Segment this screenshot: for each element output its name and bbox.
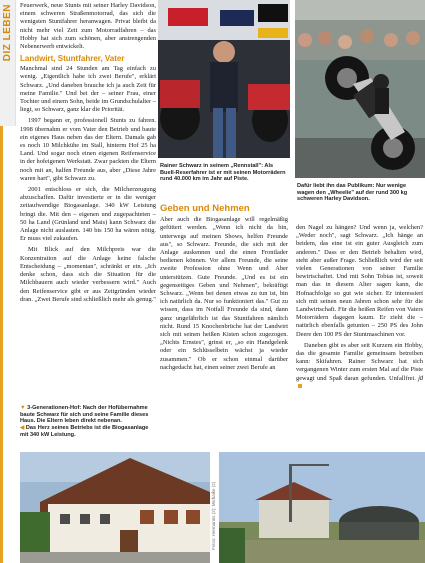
caption-top-right: Dafür liebt ihn das Publikum: Nur wenige wagen den „Wheelie" auf der rund 300 kg schweren Harley Davidson. bbox=[297, 183, 408, 203]
arrow-marker-icon: ▼ bbox=[20, 405, 26, 411]
photo-rider-garage bbox=[158, 0, 290, 158]
right-paragraph-2 bbox=[296, 342, 423, 391]
section1-heading: Landwirt, Stuntfahrer, Vater bbox=[20, 54, 125, 64]
middle-column bbox=[160, 205, 288, 375]
arrow-marker-icon: ◀ bbox=[20, 425, 25, 432]
caption-left bbox=[20, 405, 156, 439]
section2-heading: Geben und Nehmen bbox=[160, 203, 250, 214]
right-paragraph-1: den Nagel zu hängen? Und wenn ja, welchen? „Weder noch", sagt Schwarz. „Ich hänge an beidem, das eine ist ein guter Ausgleich zum anderen." Dass er den Betrieb behalten wird, steht aber außer Frage. Schließlich wird der seit vielen Generationen von seiner Familie bewirtschaftet. Und mit Sohn Tobias ist, soweit man das in diesem Alter sagen kann, die Hofnachfolge so gut wie sicher. Er interessiert sich mit seinen neun Jahren schon sehr für die Landwirtschaft. Für die heißen Reifen von Vaters Motorrädern dagegen kaum. Er zieht die – natürlich ebenfalls getunten – 250 PS des John Deere den 100 PS der Stuntmaschinen vor. bbox=[296, 224, 423, 338]
photo-rider-garage-image bbox=[158, 0, 290, 158]
photo-wheelie-image bbox=[295, 0, 425, 178]
photo-wheelie bbox=[295, 0, 425, 178]
photo-farmhouse bbox=[20, 452, 210, 563]
right-paragraph-2-text: Daneben gibt es aber seit Kurzem ein Hobby, das die gesamte Familie gemeinsam betreiben kann: Skifahren. Rainer Schwarz hat sich vergangenen Winter zum ersten Mal auf die Piste gewagt und Spaß daran gefunden. Unfallfrei. bbox=[296, 341, 423, 382]
photo-credit: Fotos: Hermanns (2); Michalke (2) bbox=[211, 481, 216, 550]
section2-paragraph-1: Aber auch die Biogasanlage will regelmäßig gefüttert werden. „Wenn ich nicht da bin, unterwegs auf meinen Shows, helfen Freunde aus", so Schwarz. Freunde, die sich mit der Anlage auskennen und die einen Frontlader bedienen können. Vor allem Freunde, die seine zweite Profession ohne Wenn und Aber unterstützen. Gute Freunde. „Und es ist ein gegenseitiges Geben und Nehmen", bekräftigt Schwarz. „Wenn bei denen etwas zu tun ist, bin ich natürlich da. Nur so funktioniert das." Gut zu wissen, dass im Notfall Freunde da sind, dann ganz ungefährlich ist das Stuntfahren nämlich nicht. Rund 15 Knochenbrüche hat der Landwirt sich mit seinen heißen Kisten schon zugezogen. „Nichts Ernstes", grinst er, „so ein Handgelenk oder ein Schlüsselbein wächst ja wieder zusammen." Ob er schon einmal darüber nachgedacht hat, einen seiner zwei Berufe an bbox=[160, 216, 288, 371]
caption-left-line-2: Das Herz seines Betriebs ist die Biogasanlage mit 340 kW Leistung. bbox=[20, 425, 149, 438]
right-column bbox=[296, 224, 423, 394]
caption-left-line-1: 3-Generationen-Hof: Nach der Hofübernahme baute Schwarz für sich und seine Familie dieses Haus. Die Eltern leben direkt nebenan. bbox=[20, 405, 149, 425]
photo-farmhouse-image bbox=[20, 452, 210, 563]
section1-paragraph-1: Manchmal sind 24 Stunden am Tag einfach zu wenig. „Eigentlich habe ich zwei Berufe", erklärt Schwarz. „Und daneben brauche ich ja auch Zeit für meine Familie." Und bei der – seiner Frau, einer Tochter und einem Sohn, beide im Grundschulalter – liegt, so Schwarz, ganz klar die Priorität. bbox=[20, 65, 156, 114]
caption-top-middle: Rainer Schwarz in seinem „Rennstall": Als Buell-Reserfahrer ist er mit seinen Motorrädern rund 40.000 km im Jahr auf Piste. bbox=[160, 163, 286, 183]
section-tab-label: DIZ LEBEN bbox=[2, 4, 13, 62]
left-column bbox=[20, 2, 156, 307]
section1-paragraph-2: 1997 begann er, professionell Stunts zu fahren. 1998 übernahm er vom Vater den Betrieb und baute ein eigenes Haus neben das der Eltern. Damals gab es noch 10 Milchkühe im Stall, hinterm Hof 25 ha Land. Und sogar noch einen eigenen Reifenservice in der hofeigenen Werkstatt. Zwar packten die Eltern noch mit an, halfen Freunde aus, aber „Diese Jahre waren hart", gibt Schwarz zu. bbox=[20, 117, 156, 182]
section1-paragraph-3: 2001 entschloss er sich, die Milcherzeugung abzuschaffen. Dafür investierte er in die weniger zeitaufwendige Biogasanlage. 340 kW Leistung bringt die. Mit den – eigenen und zugepachteten – 50 ha Land (Grünland und Mais) kann Schwarz die Anlage nicht auslasten. 140 bis 150 ha wären nötig. Er muss viel zukaufen. bbox=[20, 186, 156, 243]
author-mark: jd bbox=[418, 375, 423, 382]
intro-paragraph: Feuerwerk, neue Stunts mit seiner Harley Davidson, einem schweren Straßenmotorrad, das sich die wenigsten Stuntfahrer heranwagen. Privat bleibt da nicht mehr viel Zeit zum Motorradfahren – das Hobby hat sich zum schönen, aber anstrengenden Nebenerwerb entwickelt. bbox=[20, 2, 156, 51]
section-tab bbox=[0, 0, 16, 126]
section1-paragraph-4: Mit Blick auf den Milchpreis war die Konzentration auf die Anlage keine falsche Entscheidung – „momentan", schränkt er ein. „Ich denke schon, dass sich die Situation für die Milchbauern auch wieder verbessern wird." Auch den Reifenservice gibt er aus Zeitgründen wieder dran. „Zwei Berufe sind schließlich mehr als genug." bbox=[20, 246, 156, 303]
section-accent-line bbox=[0, 126, 3, 563]
photo-biogas-plant-image bbox=[219, 452, 425, 563]
photo-biogas-plant bbox=[219, 452, 425, 563]
end-square-icon bbox=[298, 384, 302, 388]
